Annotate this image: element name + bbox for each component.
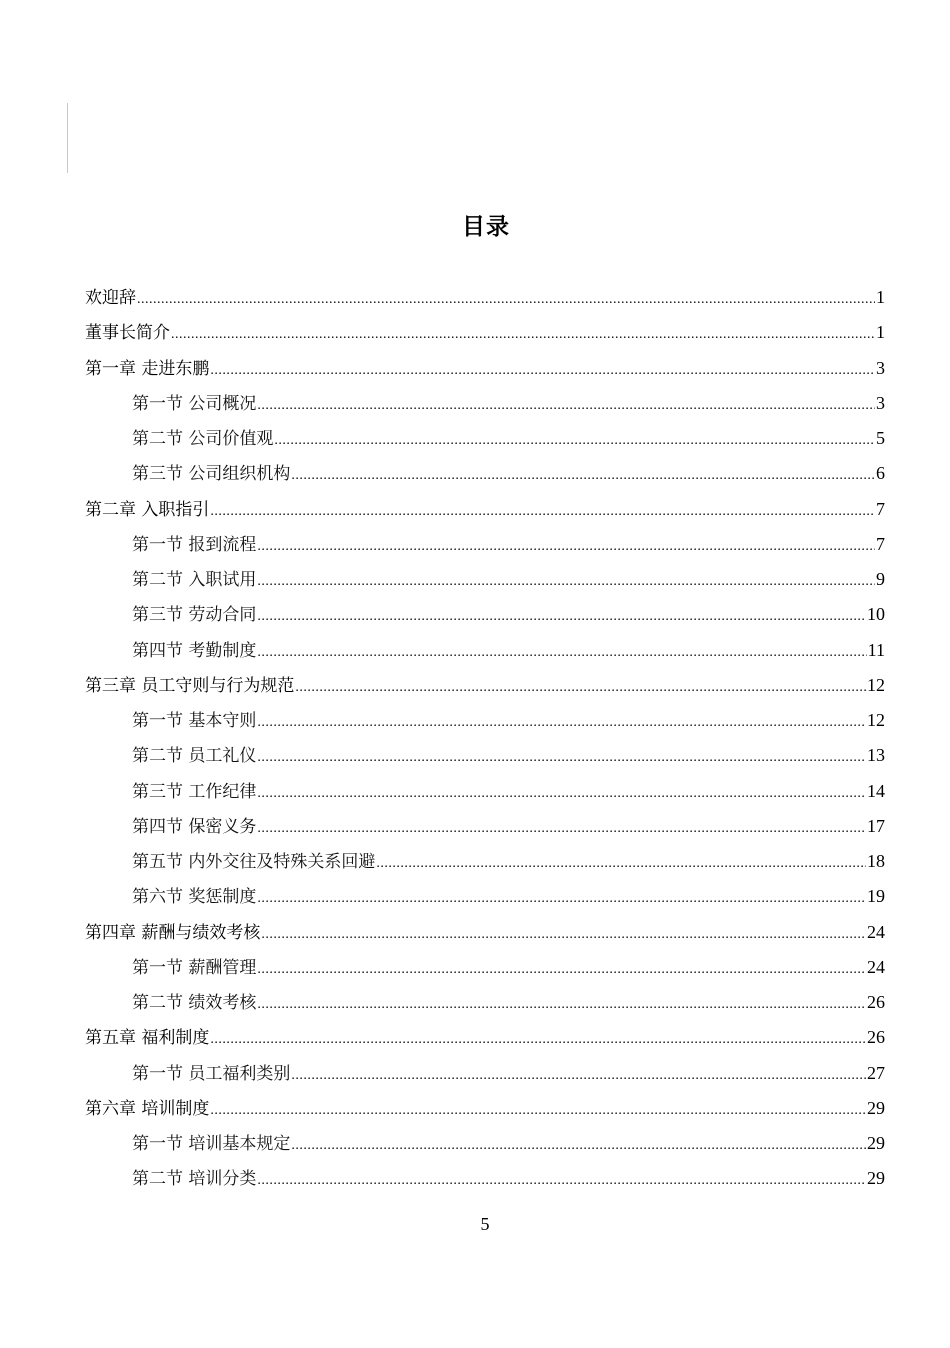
toc-section-entry[interactable] (85, 1161, 885, 1196)
toc-entry-label: 第二节 公司价值观 (132, 429, 274, 449)
toc-chapter-entry[interactable] (85, 280, 885, 315)
toc-entry-label: 第二节 入职试用 (132, 570, 257, 590)
toc-dot-leader (291, 1128, 866, 1163)
toc-section-entry[interactable] (85, 1056, 885, 1091)
toc-chapter-entry[interactable] (85, 1020, 885, 1055)
toc-dot-leader (257, 776, 866, 811)
toc-entry-page: 6 (876, 463, 885, 484)
toc-entry-label: 第三节 劳动合同 (132, 605, 257, 626)
toc-entry-page: 5 (876, 428, 885, 448)
toc-entry-page: 18 (867, 851, 885, 871)
toc-dot-leader (257, 599, 866, 634)
toc-entry-label: 第二节 员工礼仪 (132, 746, 257, 767)
toc-entry-label: 第二节 绩效考核 (132, 993, 257, 1013)
toc-entry-label: 第六章 培训制度 (85, 1098, 210, 1119)
toc-dot-leader (171, 317, 875, 352)
toc-entry-page: 27 (867, 1062, 885, 1083)
toc-entry-label: 第二章 入职指引 (85, 499, 210, 520)
toc-section-entry[interactable] (85, 809, 885, 844)
toc-section-entry[interactable] (85, 456, 885, 491)
toc-dot-leader (291, 1058, 866, 1093)
toc-entry-label: 董事长简介 (85, 323, 170, 344)
toc-entry-label: 第一节 基本守则 (132, 711, 257, 731)
toc-entry-page: 3 (876, 357, 885, 378)
toc-entry-page: 12 (867, 710, 885, 730)
toc-dot-leader (257, 740, 866, 775)
page-title: 目录 (462, 214, 510, 241)
toc-dot-leader (257, 635, 866, 670)
toc-dot-leader (376, 846, 866, 881)
toc-entry-page: 10 (867, 604, 885, 625)
toc-entry-label: 第四节 考勤制度 (132, 640, 257, 661)
toc-dot-leader (257, 388, 875, 423)
toc-entry-label: 第二节 培训分类 (132, 1169, 257, 1190)
toc-section-entry[interactable] (85, 527, 885, 562)
toc-entry-page: 29 (867, 1097, 885, 1118)
toc-dot-leader (257, 952, 866, 987)
toc-entry-label: 第一章 走进东鹏 (85, 358, 210, 379)
toc-dot-leader (291, 458, 875, 493)
table-of-contents (85, 280, 885, 1197)
toc-entry-page: 14 (867, 780, 885, 801)
toc-entry-label: 第五章 福利制度 (85, 1028, 210, 1049)
toc-entry-page: 13 (867, 745, 885, 766)
toc-entry-page: 17 (867, 815, 885, 836)
toc-dot-leader (210, 353, 875, 388)
toc-entry-label: 第一节 培训基本规定 (132, 1134, 291, 1154)
toc-dot-leader (295, 670, 866, 705)
toc-entry-label: 第三章 员工守则与行为规范 (85, 675, 295, 696)
toc-section-entry[interactable] (85, 738, 885, 773)
toc-section-entry[interactable] (85, 597, 885, 632)
toc-chapter-entry[interactable] (85, 492, 885, 527)
toc-dot-leader (210, 494, 875, 529)
toc-entry-label: 第一节 报到流程 (132, 534, 257, 555)
toc-dot-leader (137, 282, 875, 317)
toc-dot-leader (274, 423, 875, 458)
toc-entry-page: 24 (867, 921, 885, 942)
toc-dot-leader (257, 1163, 866, 1198)
toc-entry-page: 19 (867, 886, 885, 907)
toc-section-entry[interactable] (85, 774, 885, 809)
toc-dot-leader (257, 564, 875, 599)
toc-dot-leader (261, 917, 866, 952)
toc-section-entry[interactable] (85, 633, 885, 668)
toc-dot-leader (257, 811, 866, 846)
toc-section-entry[interactable] (85, 562, 885, 597)
margin-mark (67, 103, 68, 173)
toc-entry-label: 第一节 公司概况 (132, 393, 257, 414)
toc-entry-page: 29 (867, 1168, 885, 1189)
toc-entry-page: 9 (876, 569, 885, 589)
toc-chapter-entry[interactable] (85, 915, 885, 950)
toc-entry-label: 第三节 公司组织机构 (132, 464, 291, 485)
toc-entry-page: 26 (867, 992, 885, 1012)
toc-entry-page: 7 (876, 533, 885, 554)
toc-entry-page: 7 (876, 498, 885, 519)
toc-section-entry[interactable] (85, 950, 885, 985)
toc-entry-page: 12 (867, 674, 885, 695)
toc-entry-label: 第四章 薪酬与绩效考核 (85, 922, 261, 943)
toc-section-entry[interactable] (85, 1126, 885, 1161)
toc-entry-page: 1 (876, 322, 885, 343)
toc-entry-page: 3 (876, 392, 885, 413)
page-number: 5 (480, 1214, 490, 1234)
toc-entry-label: 第六节 奖惩制度 (132, 887, 257, 908)
toc-dot-leader (257, 529, 875, 564)
toc-entry-label: 第一节 薪酬管理 (132, 957, 257, 978)
toc-dot-leader (257, 881, 866, 916)
toc-entry-page: 1 (876, 287, 885, 307)
toc-dot-leader (257, 705, 866, 740)
toc-dot-leader (210, 1022, 866, 1057)
toc-entry-label: 第五节 内外交往及特殊关系回避 (132, 852, 376, 872)
toc-chapter-entry[interactable] (85, 668, 885, 703)
toc-section-entry[interactable] (85, 386, 885, 421)
toc-dot-leader (257, 987, 866, 1022)
toc-entry-label: 第三节 工作纪律 (132, 781, 257, 802)
toc-section-entry[interactable] (85, 985, 885, 1020)
toc-entry-label: 第四节 保密义务 (132, 816, 257, 837)
toc-section-entry[interactable] (85, 844, 885, 879)
toc-chapter-entry[interactable] (85, 351, 885, 386)
toc-entry-label: 欢迎辞 (85, 288, 136, 308)
toc-entry-page: 11 (867, 639, 885, 660)
toc-entry-page: 26 (867, 1027, 885, 1048)
toc-entry-label: 第一节 员工福利类别 (132, 1063, 291, 1084)
toc-chapter-entry[interactable] (85, 315, 885, 350)
toc-dot-leader (210, 1093, 866, 1128)
toc-section-entry[interactable] (85, 421, 885, 456)
toc-section-entry[interactable] (85, 703, 885, 738)
toc-chapter-entry[interactable] (85, 1091, 885, 1126)
toc-section-entry[interactable] (85, 879, 885, 914)
toc-entry-page: 24 (867, 956, 885, 977)
toc-entry-page: 29 (867, 1133, 885, 1153)
